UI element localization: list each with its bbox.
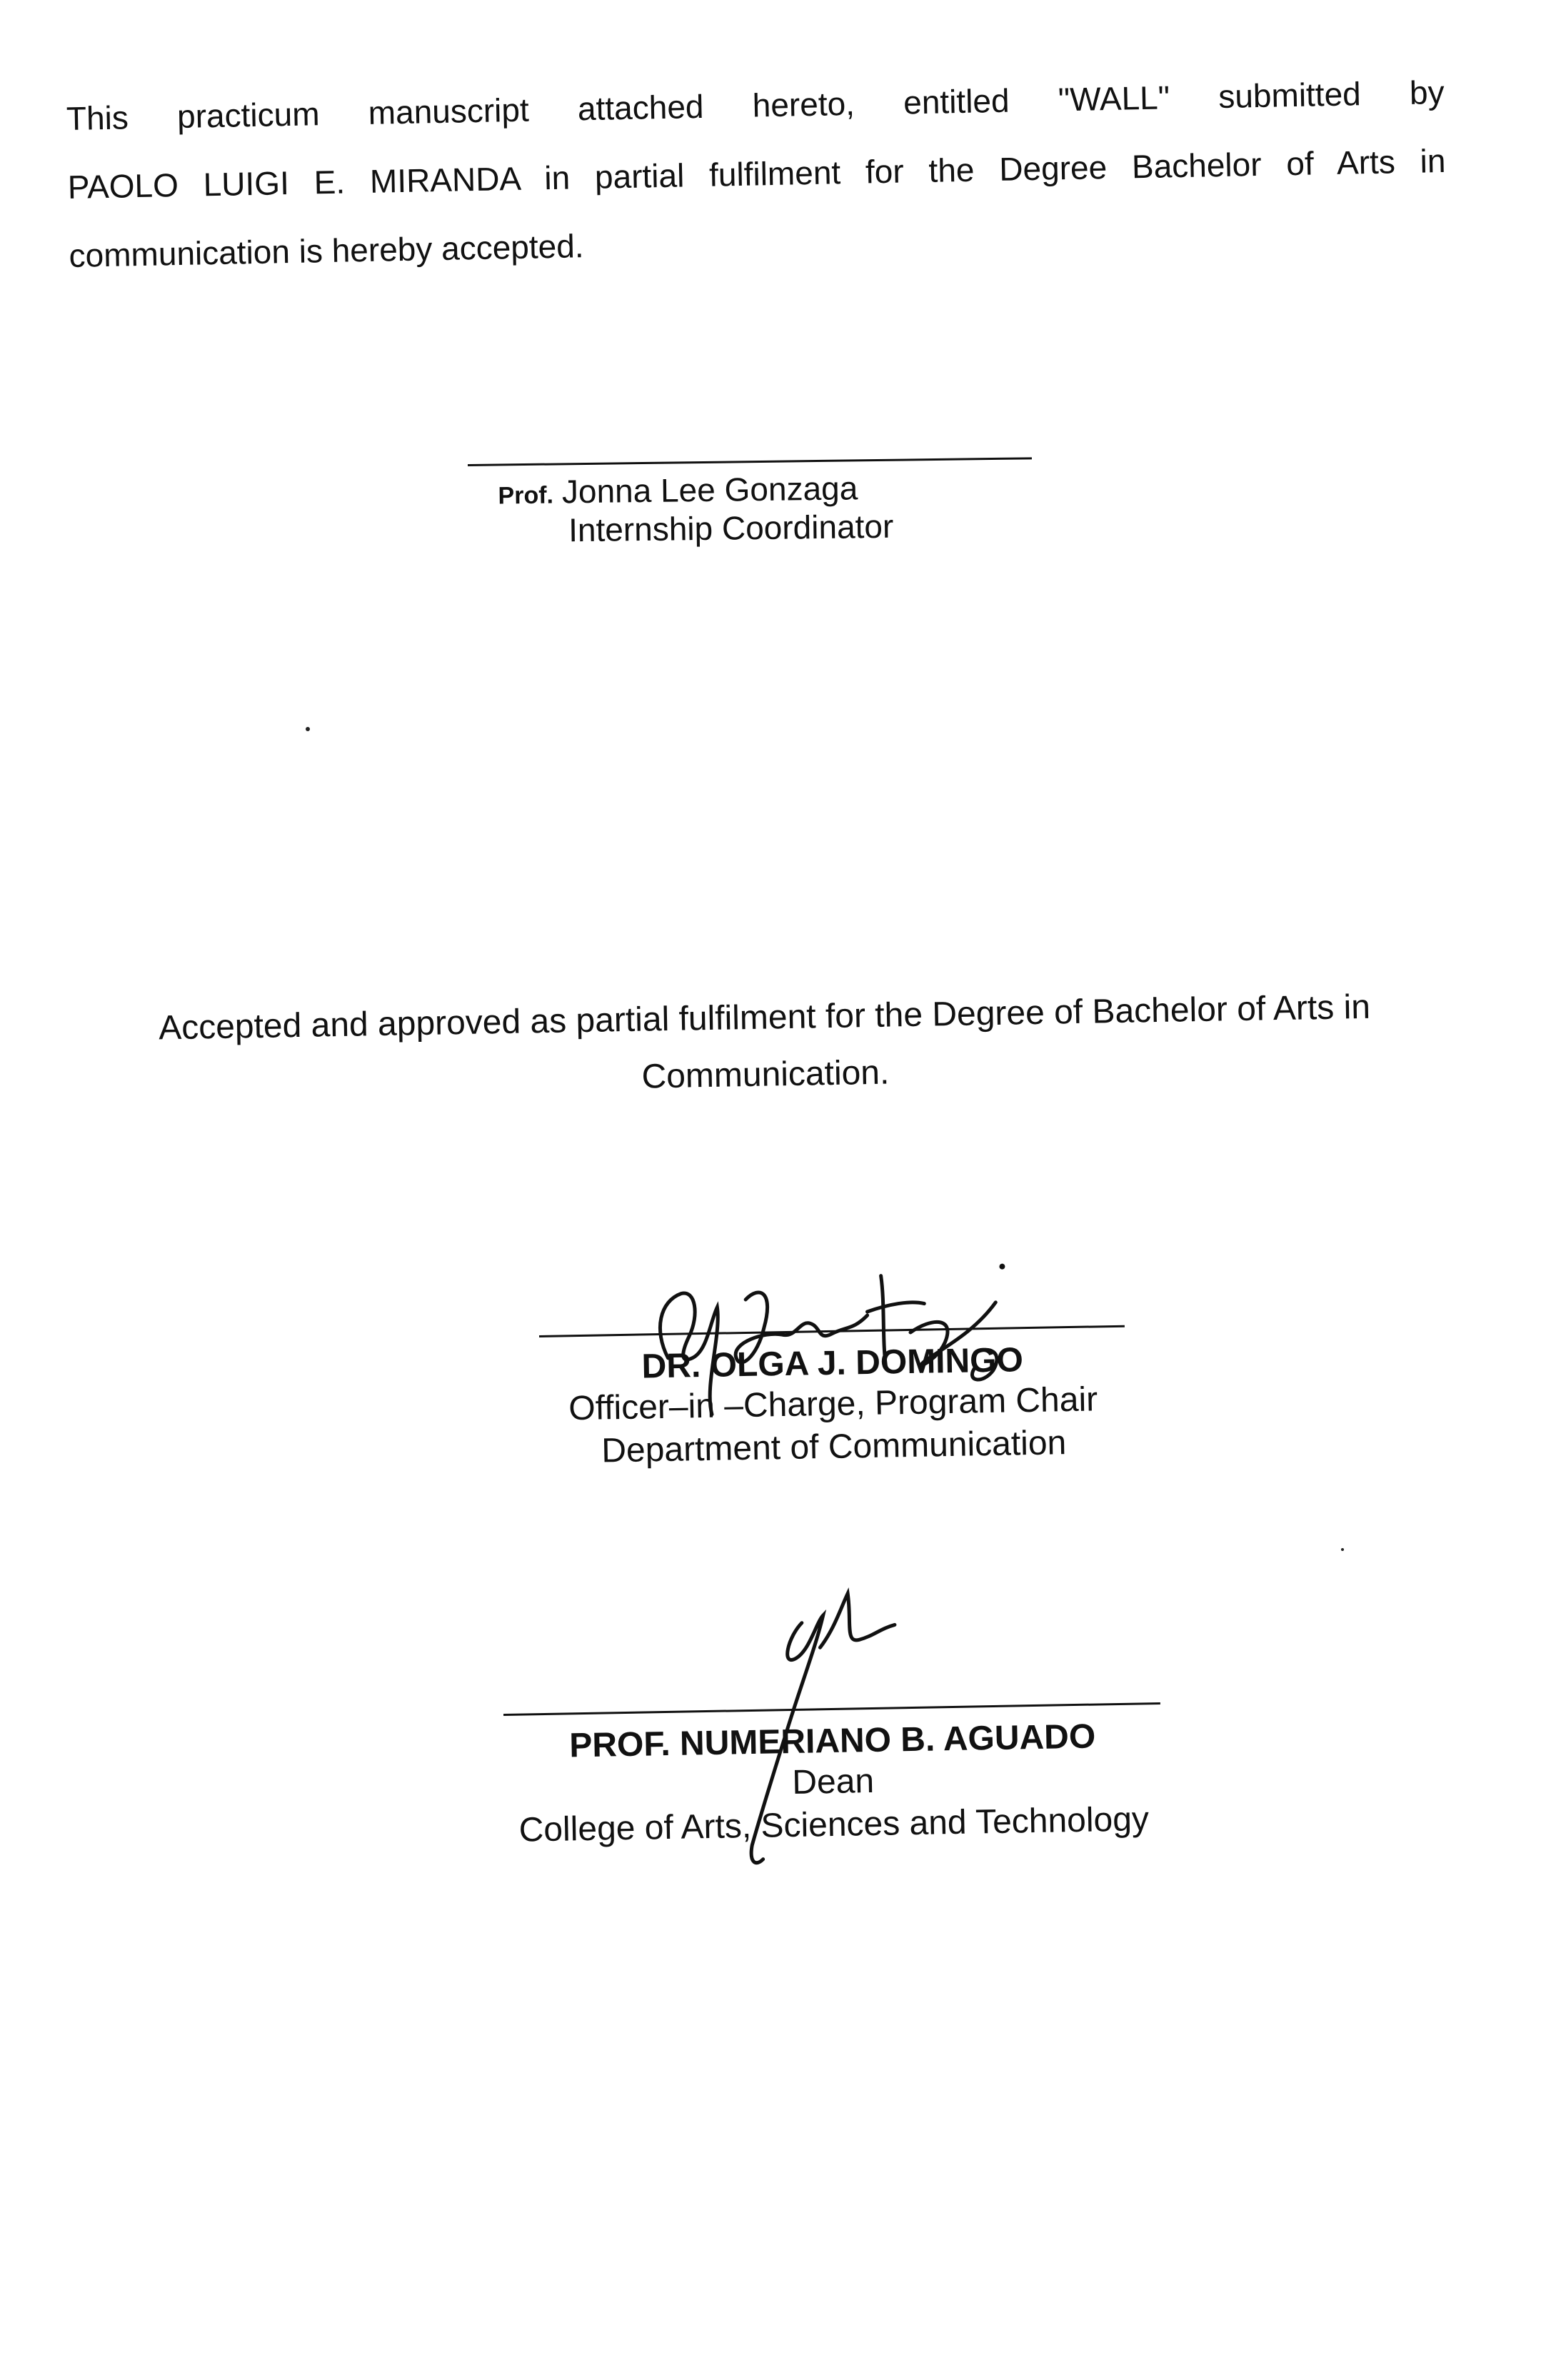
approval-line-1: Accepted and approved as partial fulfilment for the Degree of Bachelor of Arts in — [158, 988, 1371, 1048]
program-chair-title: Officer–in –Charge, Program Chair — [568, 1380, 1098, 1428]
handwritten-signature — [716, 1578, 935, 1896]
statement-line-2: PAOLO LUIGI E. MIRANDA in partial fulfilment for the Degree Bachelor of Arts in — [67, 141, 1446, 206]
coordinator-title: Internship Coordinator — [568, 507, 894, 549]
scan-speck — [306, 727, 310, 731]
dean-signature-block — [503, 1702, 1163, 1852]
program-chair-name: DR. OLGA J. DOMINGO — [641, 1341, 1024, 1386]
handwritten-signature — [638, 1245, 1040, 1423]
program-chair-signature-block — [539, 1325, 1127, 1474]
approval-line-2: Communication. — [641, 1053, 890, 1096]
dean-college: College of Arts, Sciences and Technology — [518, 1800, 1150, 1849]
coordinator-name-row — [468, 466, 1033, 512]
statement-line-1: This practicum manuscript attached hereto, entitled "WALL" submitted by — [66, 73, 1445, 137]
approval-statement — [93, 978, 1437, 1115]
coordinator-prefix: Prof. — [498, 481, 554, 510]
scan-speck — [1341, 1548, 1344, 1551]
acceptance-statement — [66, 58, 1447, 290]
signature-line — [468, 457, 1032, 466]
dean-name: PROF. NUMERIANO B. AGUADO — [568, 1717, 1096, 1765]
program-chair-department: Department of Communication — [601, 1424, 1067, 1470]
dean-title: Dean — [791, 1762, 875, 1802]
coordinator-signature-block — [468, 457, 1033, 551]
statement-line-3: communication is hereby accepted. — [69, 227, 585, 274]
coordinator-name: Jonna Lee Gonzaga — [561, 469, 858, 511]
